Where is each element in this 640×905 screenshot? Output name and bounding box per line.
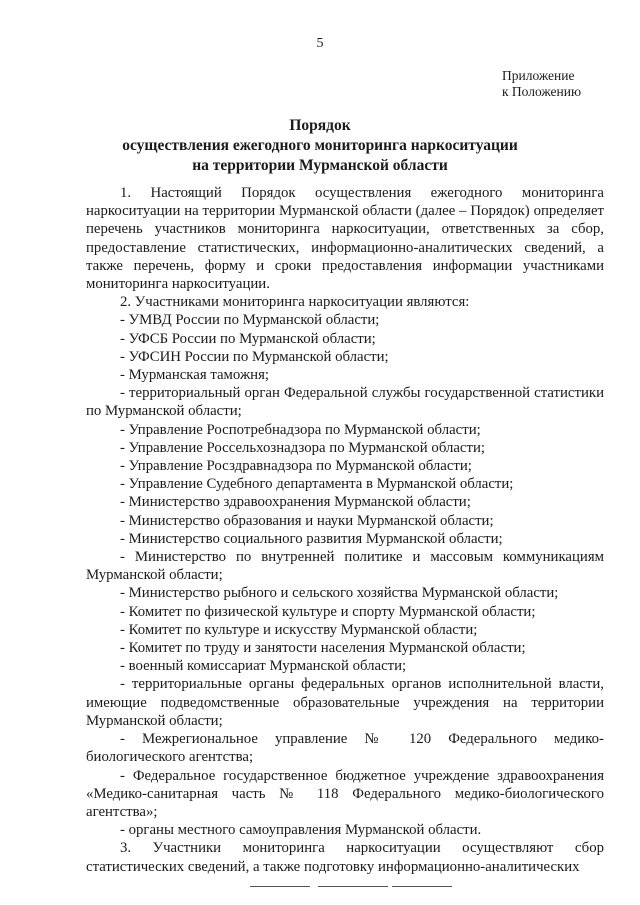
page-number: 5	[316, 36, 324, 51]
list-item: - Управление Судебного департамента в Мурманской области;	[120, 476, 514, 493]
paragraph-3: 3. Участники мониторинга наркоситуации осуществляют сбор статистических сведений, а также подготовку информационно-аналитических	[86, 840, 604, 875]
list-item: - УМВД России по Мурманской области;	[120, 312, 380, 329]
list-item: - территориальный орган Федеральной службы государственной статистики по Мурманской области;	[86, 385, 604, 420]
list-item: - Министерство образования и науки Мурманской области;	[120, 512, 494, 529]
title-line-3: на территории Мурманской области	[192, 157, 448, 174]
title-line-2: осуществления ежегодного мониторинга наркоситуации	[122, 137, 518, 154]
list-item: - Федеральное государственное бюджетное учреждение здравоохранения «Медико-санитарная часть № 118 Федерального медико-биологического агентства»;	[86, 767, 604, 820]
list-item: - Управление Роспотребнадзора по Мурманской области;	[120, 421, 481, 438]
list-item: - Министерство по внутренней политике и массовым коммуникациям Мурманской области;	[86, 549, 604, 584]
list-item: - УФСБ России по Мурманской области;	[120, 330, 376, 347]
paragraph-2-intro: 2. Участниками мониторинга наркоситуации являются:	[120, 294, 470, 311]
list-item: - УФСИН России по Мурманской области;	[120, 348, 389, 365]
appendix-line-2: к Положению	[502, 84, 582, 99]
list-item: - Комитет по физической культуре и спорту Мурманской области;	[120, 603, 536, 620]
list-item: - Министерство социального развития Мурманской области;	[120, 530, 503, 547]
document-body	[86, 184, 604, 876]
appendix-line-1: Приложение	[502, 68, 575, 83]
list-item: - территориальные органы федеральных органов исполнительной власти, имеющие подведомственные образовательные учреждения на территории Мурманской области;	[86, 676, 604, 729]
appendix-note	[502, 68, 581, 100]
document-title	[0, 116, 640, 176]
list-item: - Мурманская таможня;	[120, 367, 270, 384]
list-item: - Межрегиональное управление № 120 Федерального медико-биологического агентства;	[86, 731, 604, 766]
participants-list	[86, 311, 604, 839]
list-item: - органы местного самоуправления Мурманской области.	[120, 822, 482, 839]
paragraph-1: 1. Настоящий Порядок осуществления ежегодного мониторинга наркоситуации на территории Мурманской области (далее – Порядок) определяет перечень участников мониторинга наркоситуации, ответственных за сбор, предоставление статистических, информационно-аналитических сведений, а также перечень, форму и сроки предоставления информации участниками мониторинга наркоситуации.	[86, 185, 604, 293]
list-item: - Управление Росздравнадзора по Мурманской области;	[120, 458, 472, 475]
list-item: - военный комиссариат Мурманской области;	[120, 658, 407, 675]
list-item: - Комитет по культуре и искусству Мурманской области;	[120, 621, 478, 638]
list-item: - Министерство здравоохранения Мурманской области;	[120, 494, 471, 511]
title-line-1: Порядок	[289, 117, 351, 134]
list-item: - Министерство рыбного и сельского хозяйства Мурманской области;	[120, 585, 559, 602]
list-item: - Комитет по труду и занятости населения Мурманской области;	[120, 640, 526, 657]
footer-rule	[0, 886, 640, 892]
list-item: - Управление Россельхознадзора по Мурманской области;	[120, 439, 485, 456]
